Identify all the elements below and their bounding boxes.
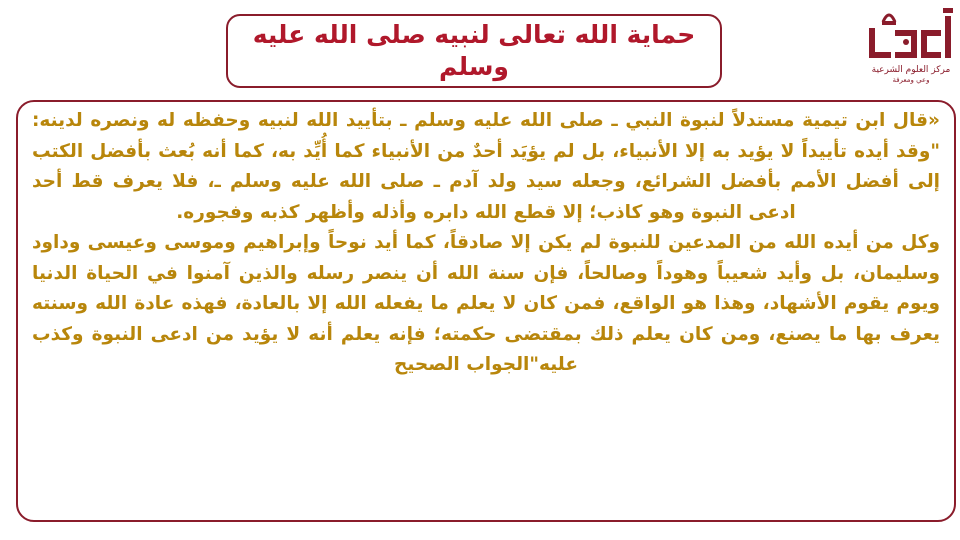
quote-box [16,100,956,522]
logo [864,2,958,92]
logo-emblem-icon [865,2,957,62]
logo-tagline: وعي ومعرفة [892,76,930,84]
quote-paragraph-2: وكل من أيده الله من المدعين للنبوة لم يكن إلا صادقاً، كما أيد نوحاً وإبراهيم وموسى وعيسى وداود وسليمان، بل وأيد شعيباً وهوداً وصالحاً، فإن سنة الله أن ينصر رسله والذين آمنوا في الحياة الدنيا ويوم يقوم الأشهاد، وهذا هو الواقع، فمن كان لا يعلم ما يفعله الله إلا بالعادة، فهذه عادة الله وسنته يعرف بها ما يصنع، ومن كان يعلم ذلك بمقتضى حكمته؛ فإنه يعلم أنه لا يؤيد من ادعى النبوة وكذب عليه"الجواب الصحيح [32,232,940,375]
logo-icon [865,2,957,62]
logo-subtitle: مركز العلوم الشرعية [871,65,951,75]
quote-paragraph-1: «قال ابن تيمية مستدلاً لنبوة النبي ـ صلى الله عليه وسلم ـ بتأييد الله لنبيه وحفظه له ونصره لدينه: "وقد أيده تأييداً لا يؤيد به إلا الأنبياء، بل لم يؤيَد أحدٌ من الأنبياء كما أُيِّد به، كما أنه بُعث بأفضل الكتب إلى أفضل الأمم بأفضل الشرائع، وجعله سيد ولد آدم ـ صلى الله عليه وسلم ـ، فلا يعرف قط أحد ادعى النبوة وهو كاذب؛ إلا قطع الله دابره وأذله وأظهر كذبه وفجوره. [32,110,940,223]
title-box [226,14,722,88]
page-title: حماية الله تعالى لنبيه صلى الله عليه وسلم [252,20,696,81]
